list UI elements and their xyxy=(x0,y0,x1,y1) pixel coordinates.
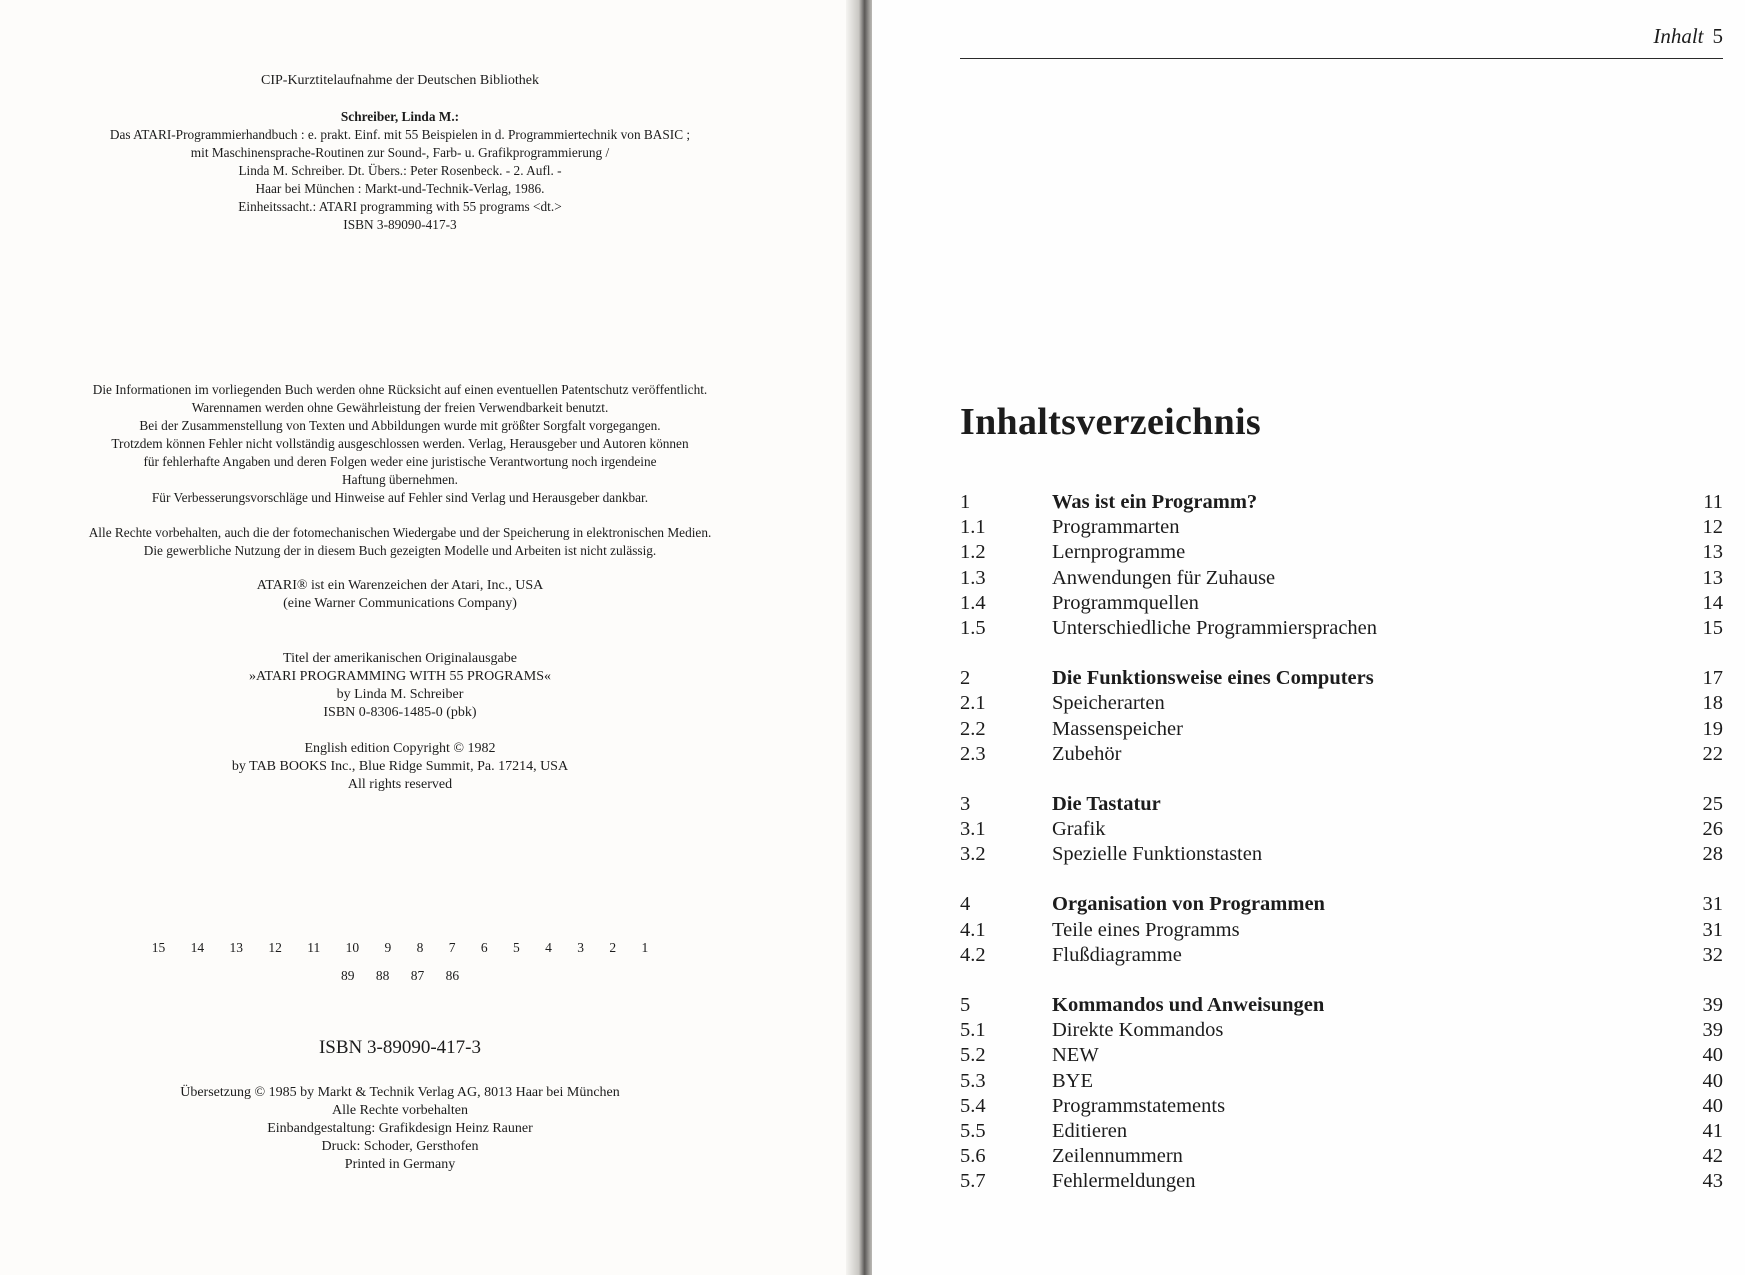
original-line: Titel der amerikanischen Originalausgabe xyxy=(283,651,517,666)
toc-entry-page: 31 xyxy=(1702,918,1723,941)
toc-entry-number: 1.4 xyxy=(960,591,986,614)
toc-entry-page: 40 xyxy=(1702,1094,1723,1117)
toc-entry-number: 4.1 xyxy=(960,918,986,941)
print-year: 87 xyxy=(410,968,425,983)
print-number: 10 xyxy=(345,940,360,955)
cip-line: Linda M. Schreiber. Dt. Übers.: Peter Rosenbeck. - 2. Aufl. - xyxy=(238,163,562,178)
toc-entry-number: 3.1 xyxy=(960,818,986,841)
toc-entry-page: 41 xyxy=(1702,1119,1723,1142)
print-number: 4 xyxy=(545,940,552,955)
toc-chapter xyxy=(960,892,1723,968)
toc-entry-number: 5.6 xyxy=(960,1145,986,1168)
toc-entry-number: 1.5 xyxy=(960,616,986,639)
toc-entry-page: 28 xyxy=(1702,843,1723,866)
translation-line: Einbandgestaltung: Grafikdesign Heinz Rauner xyxy=(267,1121,533,1136)
original-line: ISBN 0-8306-1485-0 (pbk) xyxy=(323,705,477,720)
toc-entry-number: 5 xyxy=(960,994,971,1016)
print-number: 11 xyxy=(307,940,321,955)
disclaimer xyxy=(0,381,800,507)
toc-entry-number: 5.3 xyxy=(960,1069,986,1092)
cip-header: CIP-Kurztitelaufnahme der Deutschen Bibliothek xyxy=(261,73,539,88)
english-copyright xyxy=(0,740,800,794)
toc-entry-page: 19 xyxy=(1702,717,1723,740)
toc-chapter xyxy=(960,490,1723,641)
toc-entry-number: 2.1 xyxy=(960,692,986,715)
toc-entry-number: 5.4 xyxy=(960,1094,986,1117)
running-head xyxy=(1653,24,1723,49)
toc-entry-number: 1.1 xyxy=(960,516,986,539)
toc-section-row xyxy=(960,515,1723,540)
disclaimer-line: Die Informationen im vorliegenden Buch werden ohne Rücksicht auf einen eventuellen Patentschutz veröffentlicht. xyxy=(92,382,708,397)
toc-entry-title: Massenspeicher xyxy=(1052,717,1183,740)
toc-entry-page: 40 xyxy=(1702,1044,1723,1067)
disclaimer-line: für fehlerhafte Angaben und deren Folgen weder eine juristische Verantwortung noch irgendeine xyxy=(143,454,657,469)
toc-section-row xyxy=(960,591,1723,616)
isbn: ISBN 3-89090-417-3 xyxy=(318,1037,482,1058)
toc-chapter-row xyxy=(960,792,1723,817)
toc-entry-title: Programmquellen xyxy=(1052,591,1199,614)
toc-section-row xyxy=(960,842,1723,867)
cip-line: Schreiber, Linda M.: xyxy=(340,109,460,124)
cip-line: Einheitssacht.: ATARI programming with 55 programs <dt.> xyxy=(238,199,562,214)
rights-line: Alle Rechte vorbehalten, auch die der fotomechanischen Wiedergabe und der Speicherung in elektronischen Medien. xyxy=(88,525,712,540)
disclaimer-line: Trotzdem können Fehler nicht vollständig ausgeschlossen werden. Verlag, Herausgeber und Autoren können xyxy=(111,436,689,451)
toc-entry-title: Editieren xyxy=(1052,1119,1128,1142)
toc-chapter xyxy=(960,666,1723,767)
toc-entry-title: Fehlermeldungen xyxy=(1052,1170,1196,1193)
toc-entry-page: 13 xyxy=(1702,566,1723,589)
toc-entry-title: Organisation von Programmen xyxy=(1052,893,1325,916)
toc-chapter xyxy=(960,993,1723,1195)
trademark-line: ATARI® ist ein Warenzeichen der Atari, Inc., USA xyxy=(256,578,544,593)
rights-notice xyxy=(0,524,800,560)
toc-entry-page: 11 xyxy=(1703,491,1723,513)
toc-section-row xyxy=(960,817,1723,842)
cip-line: mit Maschinensprache-Routinen zur Sound-, Farb- u. Grafikprogrammierung / xyxy=(190,145,610,160)
disclaimer-line: Warennamen werden ohne Gewährleistung der freien Verwendbarkeit benutzt. xyxy=(191,400,609,415)
toc-entry-page: 31 xyxy=(1702,893,1723,916)
toc-chapter-row xyxy=(960,666,1723,691)
toc-entry-number: 3 xyxy=(960,792,971,815)
left-page xyxy=(0,0,858,1275)
print-number: 5 xyxy=(513,940,520,955)
print-number: 1 xyxy=(641,940,649,955)
original-line: »ATARI PROGRAMMING WITH 55 PROGRAMS« xyxy=(249,669,551,684)
toc-entry-page: 22 xyxy=(1702,742,1723,765)
toc-entry-page: 39 xyxy=(1702,1019,1723,1042)
page-number: 5 xyxy=(1712,24,1723,48)
print-run-years xyxy=(0,968,800,984)
print-number: 6 xyxy=(480,940,488,955)
toc-entry-title: Zubehör xyxy=(1052,742,1122,765)
original-line: by Linda M. Schreiber xyxy=(336,687,464,702)
toc-entry-page: 12 xyxy=(1702,516,1723,539)
print-run-numbers xyxy=(0,940,800,956)
toc-entry-title: Programmstatements xyxy=(1052,1094,1226,1117)
toc-section-row xyxy=(960,717,1723,742)
toc-chapter-row xyxy=(960,892,1723,917)
toc-entry-number: 1.3 xyxy=(960,566,986,589)
toc-entry-page: 25 xyxy=(1702,792,1723,815)
print-year: 86 xyxy=(445,968,460,983)
trademark-line: (eine Warner Communications Company) xyxy=(283,596,517,611)
toc-entry-page: 26 xyxy=(1702,818,1723,841)
toc-section-row xyxy=(960,616,1723,641)
toc-entry-page: 32 xyxy=(1702,943,1723,966)
toc-section-row xyxy=(960,566,1723,591)
toc-entry-title: BYE xyxy=(1052,1069,1093,1092)
toc-entry-title: Grafik xyxy=(1052,818,1106,841)
cip-record xyxy=(0,108,800,234)
print-number: 2 xyxy=(609,940,617,955)
toc-entry-page: 39 xyxy=(1702,994,1723,1016)
cip-line: ISBN 3-89090-417-3 xyxy=(343,217,457,232)
toc-entry-title: Speicherarten xyxy=(1052,692,1165,715)
running-head-label: Inhalt xyxy=(1653,24,1704,48)
toc-entry-number: 5.1 xyxy=(960,1019,986,1042)
toc-entry-number: 4 xyxy=(960,893,971,916)
toc-chapter-row xyxy=(960,490,1723,515)
toc-entry-title: Spezielle Funktionstasten xyxy=(1052,843,1263,866)
print-number: 12 xyxy=(268,940,282,955)
translation-line: Übersetzung © 1985 by Markt & Technik Verlag AG, 8013 Haar bei München xyxy=(180,1085,620,1100)
toc-entry-number: 2.3 xyxy=(960,742,986,765)
toc-entry-page: 40 xyxy=(1702,1069,1723,1092)
rights-line: Die gewerbliche Nutzung der in diesem Buch gezeigten Modelle und Arbeiten ist nicht zulässig. xyxy=(143,543,657,558)
header-rule xyxy=(960,58,1723,59)
print-number: 15 xyxy=(151,940,166,955)
print-year: 89 xyxy=(340,968,355,983)
table-of-contents xyxy=(960,490,1723,1220)
print-number: 9 xyxy=(384,940,392,955)
toc-entry-number: 1 xyxy=(960,491,971,513)
toc-entry-title: Zeilennummern xyxy=(1052,1145,1183,1168)
toc-section-row xyxy=(960,1018,1723,1043)
toc-section-row xyxy=(960,1144,1723,1169)
original-edition xyxy=(0,650,800,722)
disclaimer-line: Haftung übernehmen. xyxy=(342,472,458,487)
toc-entry-number: 2 xyxy=(960,667,971,690)
disclaimer-line: Für Verbesserungsvorschläge und Hinweise auf Fehler sind Verlag und Herausgeber dankbar. xyxy=(151,490,649,505)
toc-entry-title: NEW xyxy=(1052,1044,1099,1067)
toc-entry-page: 17 xyxy=(1702,667,1723,690)
toc-entry-page: 42 xyxy=(1702,1145,1723,1168)
toc-entry-number: 3.2 xyxy=(960,843,986,866)
print-number: 3 xyxy=(577,940,584,955)
toc-section-row xyxy=(960,742,1723,767)
copyright-line: English edition Copyright © 1982 xyxy=(304,741,496,756)
toc-entry-number: 1.2 xyxy=(960,541,986,564)
toc-section-row xyxy=(960,691,1723,716)
toc-section-row xyxy=(960,1169,1723,1194)
toc-entry-title: Die Funktionsweise eines Computers xyxy=(1052,667,1374,690)
toc-title: Inhaltsverzeichnis xyxy=(960,401,1261,443)
cip-line: Haar bei München : Markt-und-Technik-Verlag, 1986. xyxy=(255,181,545,196)
toc-section-row xyxy=(960,1043,1723,1068)
toc-entry-number: 5.2 xyxy=(960,1044,986,1067)
toc-section-row xyxy=(960,943,1723,968)
toc-chapter-row xyxy=(960,993,1723,1018)
toc-entry-title: Programmarten xyxy=(1052,516,1180,539)
translation-line: Alle Rechte vorbehalten xyxy=(331,1103,469,1118)
translation-line: Printed in Germany xyxy=(344,1157,456,1172)
toc-section-row xyxy=(960,1119,1723,1144)
copyright-line: by TAB BOOKS Inc., Blue Ridge Summit, Pa. 17214, USA xyxy=(231,759,569,774)
toc-section-row xyxy=(960,1069,1723,1094)
toc-entry-title: Anwendungen für Zuhause xyxy=(1052,566,1276,589)
cip-line: Das ATARI-Programmierhandbuch : e. prakt. Einf. mit 55 Beispielen in d. Programmiertechnik von BASIC ; xyxy=(109,127,691,142)
print-year: 88 xyxy=(375,968,390,983)
toc-entry-page: 43 xyxy=(1702,1170,1723,1193)
toc-chapter xyxy=(960,792,1723,868)
toc-entry-page: 14 xyxy=(1702,591,1723,614)
right-page xyxy=(872,0,1745,1275)
toc-entry-page: 13 xyxy=(1702,541,1723,564)
print-number: 8 xyxy=(416,940,424,955)
translation-credits xyxy=(0,1084,800,1174)
toc-entry-title: Kommandos und Anweisungen xyxy=(1052,994,1325,1016)
toc-entry-page: 15 xyxy=(1702,616,1723,639)
disclaimer-line: Bei der Zusammenstellung von Texten und Abbildungen wurde mit größter Sorgfalt vorgegangen. xyxy=(139,418,661,433)
toc-entry-title: Lernprogramme xyxy=(1052,541,1186,564)
toc-entry-title: Unterschiedliche Programmiersprachen xyxy=(1052,616,1378,639)
toc-entry-title: Was ist ein Programm? xyxy=(1052,491,1258,513)
toc-entry-title: Direkte Kommandos xyxy=(1052,1019,1224,1042)
toc-entry-title: Flußdiagramme xyxy=(1052,943,1182,966)
toc-section-row xyxy=(960,1094,1723,1119)
print-number: 14 xyxy=(190,940,205,955)
toc-entry-title: Teile eines Programms xyxy=(1052,918,1240,941)
translation-line: Druck: Schoder, Gersthofen xyxy=(321,1139,479,1154)
toc-entry-number: 5.7 xyxy=(960,1170,986,1193)
trademark-notice xyxy=(0,577,800,613)
toc-entry-number: 5.5 xyxy=(960,1119,986,1142)
copyright-line: All rights reserved xyxy=(347,777,453,792)
print-number: 13 xyxy=(229,940,243,955)
print-number: 7 xyxy=(448,940,456,955)
toc-section-row xyxy=(960,918,1723,943)
toc-entry-number: 2.2 xyxy=(960,717,986,740)
toc-entry-page: 18 xyxy=(1702,692,1723,715)
toc-section-row xyxy=(960,540,1723,565)
toc-entry-title: Die Tastatur xyxy=(1052,792,1161,815)
toc-entry-number: 4.2 xyxy=(960,943,986,966)
